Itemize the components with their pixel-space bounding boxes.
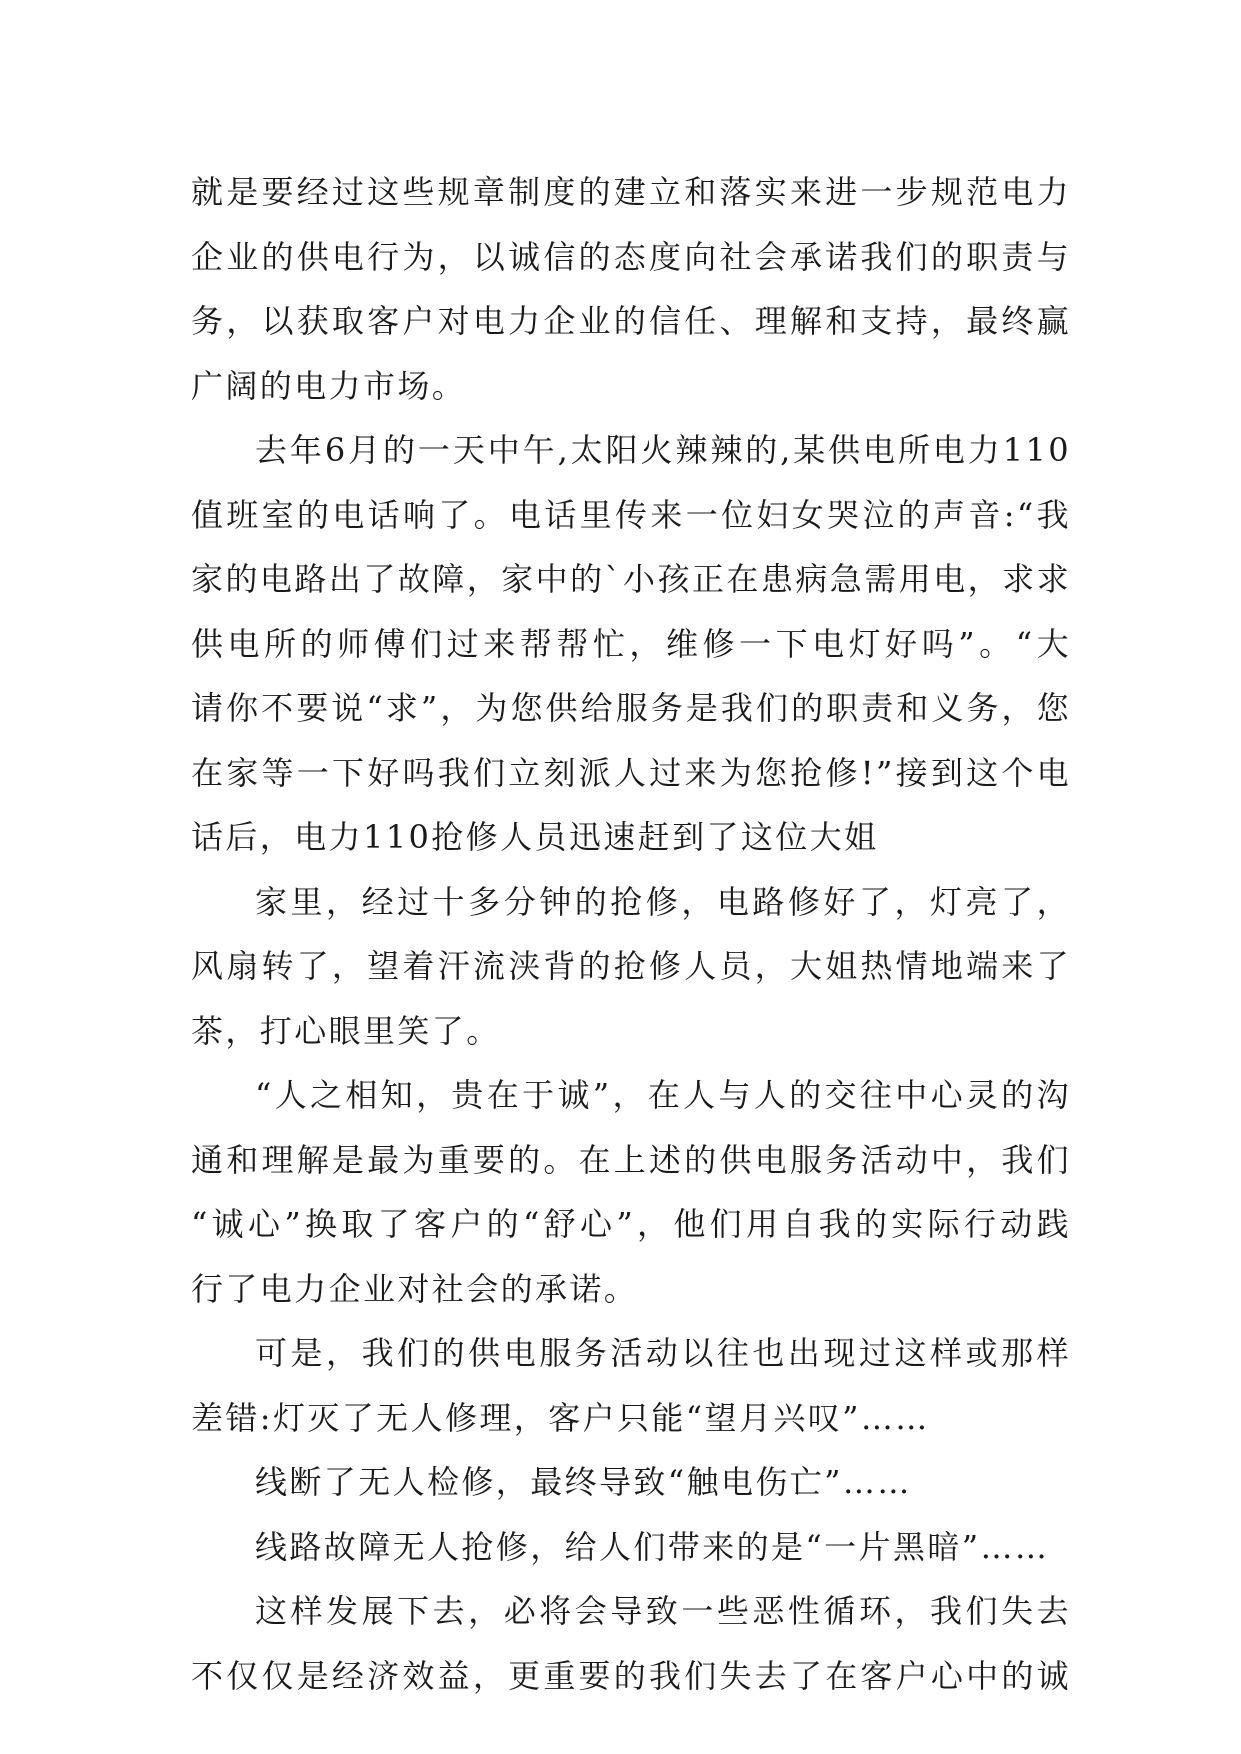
text-line: 值班室的电话响了。电话里传来一位妇女哭泣的声音:“我 [191,495,1071,534]
text-line: “诚心”换取了客户的“舒心”，他们用自我的实际行动践 [191,1205,1071,1243]
text-line: 供电所的师傅们过来帮帮忙，维修一下电灯好吗”。“大 [191,624,1071,663]
text-line: 就是要经过这些规章制度的建立和落实来进一步规范电力 [191,173,1071,211]
text-line: 行了电力企业对社会的承诺。 [191,1269,639,1308]
text-line: 在家等一下好吗我们立刻派人过来为您抢修!”接到这个电 [191,753,1071,792]
text-line: 通和理解是最为重要的。在上述的供电服务活动中，我们 [191,1140,1071,1179]
text-line: 线路故障无人抢修，给人们带来的是“一片黑暗”…… [255,1527,1050,1566]
text-line: 务，以获取客户对电力企业的信任、理解和支持，最终赢 [191,302,1071,340]
text-line: “人之相知，贵在于诚”，在人与人的交往中心灵的沟 [255,1076,1071,1114]
text-line: 不仅仅是经济效益，更重要的我们失去了在客户心中的诚 [191,1656,1071,1695]
text-line: 去年6月的一天中午,太阳火辣辣的,某供电所电力110 [255,431,1071,469]
text-line: 请你不要说“求”，为您供给服务是我们的职责和义务，您 [191,689,1071,727]
text-line: 广阔的电力市场。 [191,366,467,405]
text-line: 线断了无人检修，最终导致“触电伤亡”…… [255,1463,912,1501]
text-line: 茶，打心眼里笑了。 [191,1011,501,1050]
text-line: 企业的供电行为，以诚信的态度向社会承诺我们的职责与 [191,237,1071,276]
text-line: 这样发展下去，必将会导致一些恶性循环，我们失去 [255,1592,1071,1630]
text-line: 话后，电力110抢修人员迅速赶到了这位大姐 [191,818,879,856]
text-line: 家里，经过十多分钟的抢修，电路修好了，灯亮了， [255,882,1071,921]
body-text [191,160,1071,1708]
text-line: 可是，我们的供电服务活动以往也出现过这样或那样 [255,1334,1071,1372]
text-line: 风扇转了，望着汗流浃背的抢修人员，大姐热情地端来了 [191,947,1071,985]
text-line: 差错:灯灭了无人修理，客户只能“望月兴叹”…… [191,1398,930,1437]
text-line: 家的电路出了故障，家中的`小孩正在患病急需用电，求求 [191,560,1071,598]
